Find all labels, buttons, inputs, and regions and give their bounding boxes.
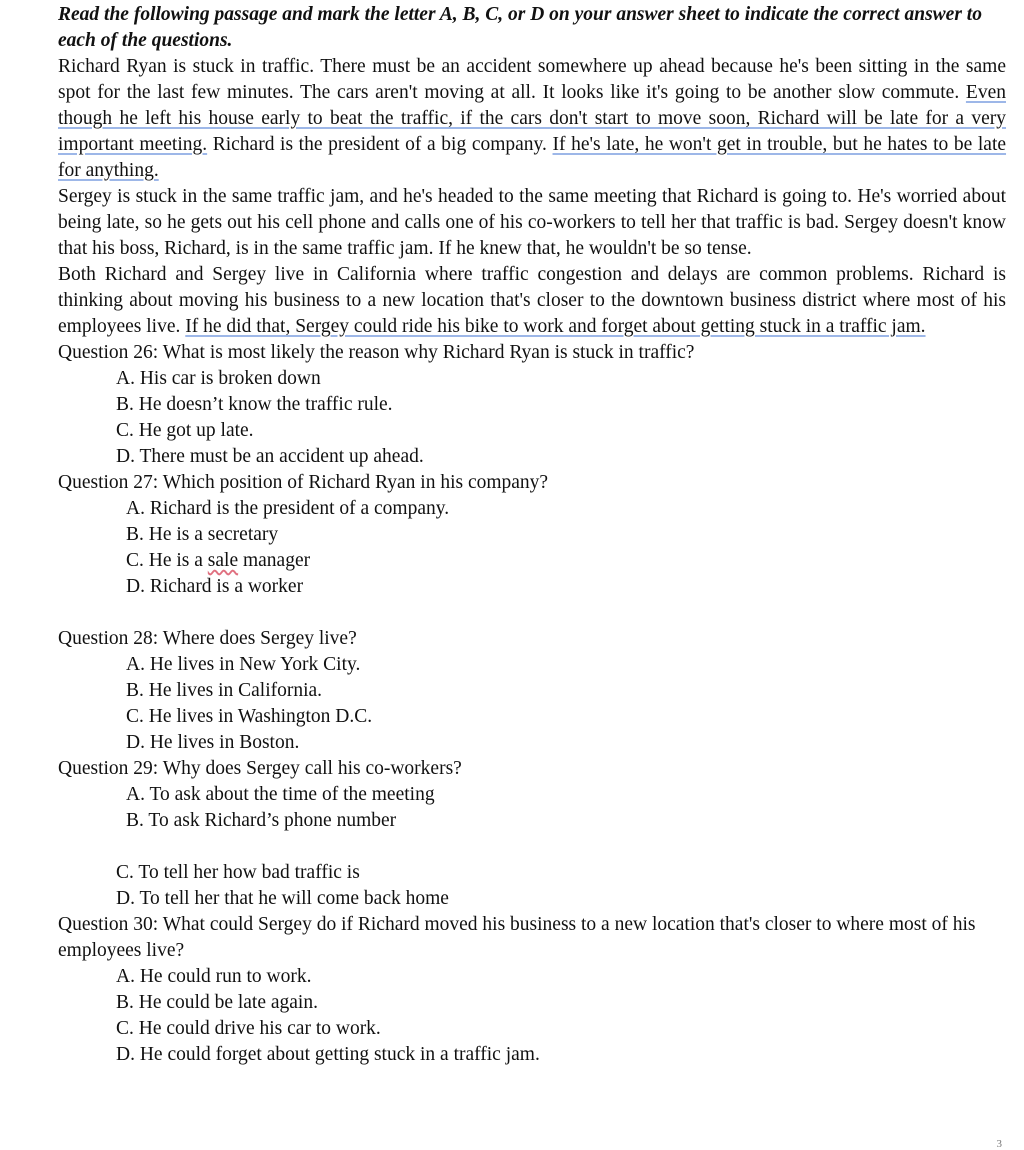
document-page — [58, 2, 1006, 1068]
instruction: Read the following passage and mark the letter A, B, C, or D on your answer sheet to indicate the correct answer to each of the questions. — [58, 4, 982, 51]
option-text: C. He is a — [126, 550, 208, 571]
question-30: Question 30: What could Sergey do if Richard moved his business to a new location that's closer to where most of his employees live? — [58, 914, 976, 961]
option: A. To ask about the time of the meeting — [126, 784, 435, 805]
option: B. He lives in California. — [126, 680, 323, 701]
option: D. Richard is a worker — [126, 576, 304, 597]
option: D. There must be an accident up ahead. — [116, 446, 424, 467]
option: C. He could drive his car to work. — [116, 1018, 381, 1039]
option — [58, 548, 1006, 574]
option-text: manager — [238, 550, 311, 571]
option: D. He lives in Boston. — [126, 732, 300, 753]
passage-text: Richard is the president of a big company. — [207, 134, 553, 155]
underlined-sentence: Even though he left his house early to beat the traffic, if the cars don't start to move soon, Richard will be late for a very important meeting. — [58, 82, 1006, 155]
question-28: Question 28: Where does Sergey live? — [58, 628, 357, 649]
passage-text: Both Richard and Sergey live in California where traffic congestion and delays are common problems. Richard is thinking about moving his business to a new location that's closer to the downtown business district where most of his employees live. — [58, 264, 1006, 337]
underlined-sentence: If he's late, he won't get in trouble, but he hates to be late for anything. — [58, 134, 1007, 181]
option: B. He doesn’t know the traffic rule. — [116, 394, 393, 415]
passage-text: Richard Ryan is stuck in traffic. There must be an accident somewhere up ahead because he's been sitting in the same spot for the last few minutes. The cars aren't moving at all. It looks like it's going to be another slow commute. — [58, 56, 1006, 103]
option: D. He could forget about getting stuck in a traffic jam. — [116, 1044, 540, 1065]
option: C. He got up late. — [116, 420, 254, 441]
question-27: Question 27: Which position of Richard Ryan in his company? — [58, 472, 549, 493]
blank-line — [58, 600, 1006, 626]
option: A. He could run to work. — [116, 966, 312, 987]
question-26: Question 26: What is most likely the reason why Richard Ryan is stuck in traffic? — [58, 342, 695, 363]
passage-paragraph-2: Sergey is stuck in the same traffic jam, and he's headed to the same meeting that Richard is going to. He's worried about being late, so he gets out his cell phone and calls one of his co-workers to tell her that traffic is bad. Sergey doesn't know that his boss, Richard, is in the same traffic jam. If he knew that, he wouldn't be so tense. — [58, 186, 1006, 259]
option: C. He lives in Washington D.C. — [126, 706, 373, 727]
question-29: Question 29: Why does Sergey call his co-workers? — [58, 758, 462, 779]
blank-line — [58, 834, 1006, 860]
option: C. To tell her how bad traffic is — [116, 862, 360, 883]
passage-paragraph-3 — [58, 262, 1006, 340]
passage-paragraph-1 — [58, 54, 1006, 184]
option: A. He lives in New York City. — [126, 654, 361, 675]
page-number: 3 — [996, 1138, 1002, 1150]
underlined-sentence: If he did that, Sergey could ride his bike to work and forget about getting stuck in a traffic jam. — [185, 316, 926, 337]
option: A. Richard is the president of a company. — [126, 498, 450, 519]
option: B. He could be late again. — [116, 992, 318, 1013]
option: A. His car is broken down — [116, 368, 321, 389]
reading-passage — [58, 54, 1006, 340]
spellcheck-flagged-word: sale — [207, 550, 239, 571]
option: D. To tell her that he will come back home — [116, 888, 449, 909]
option: B. To ask Richard’s phone number — [126, 810, 397, 831]
option: B. He is a secretary — [126, 524, 279, 545]
